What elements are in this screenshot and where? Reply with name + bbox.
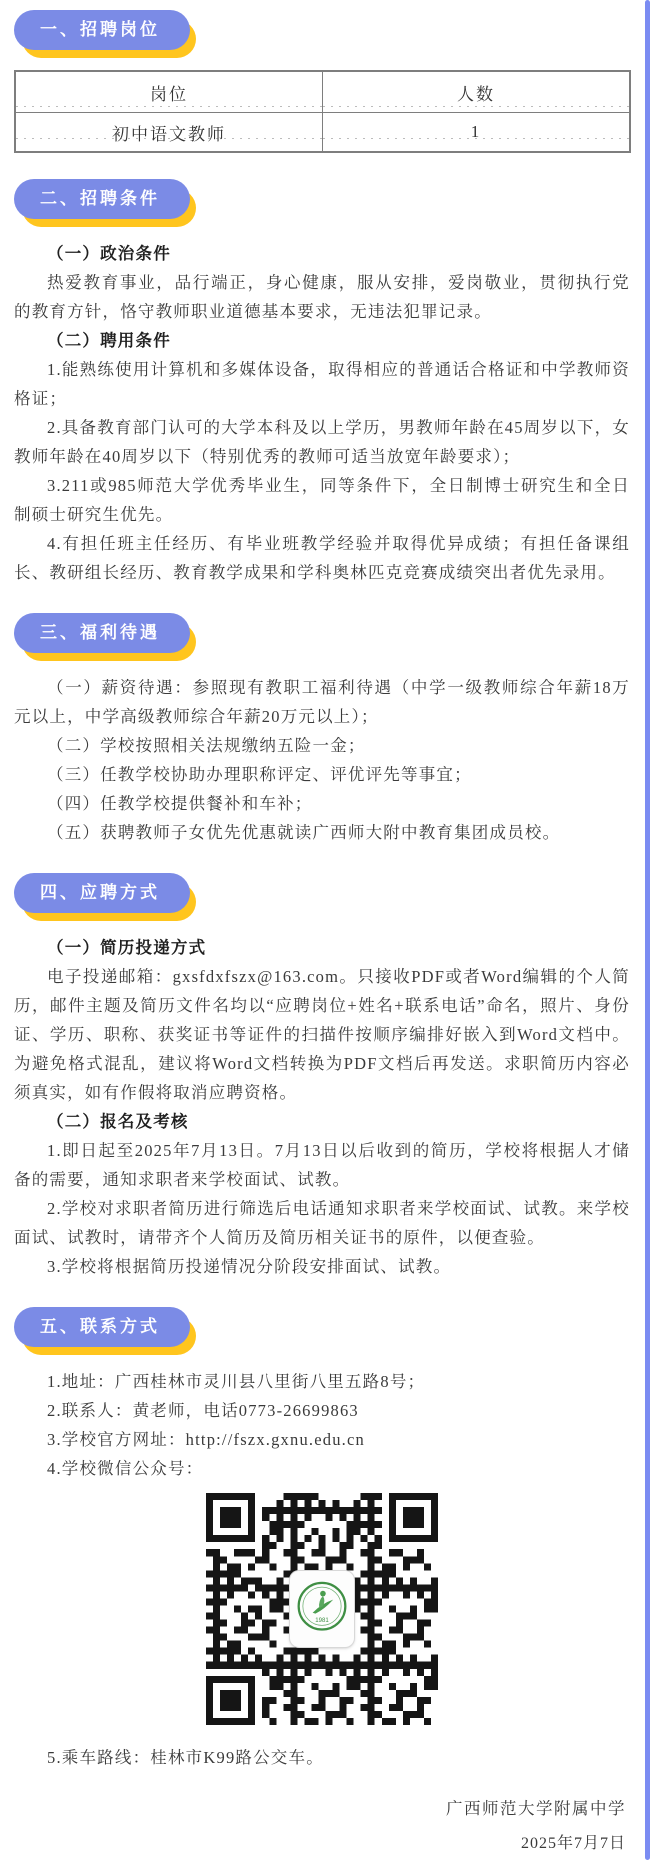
contact-website: 3.学校官方网址：http://fszx.gxnu.edu.cn (47, 1430, 365, 1449)
signature-date: 2025年7月7日 (520, 1835, 626, 1852)
column-header-position: 岗位 (15, 71, 323, 113)
welfare-item: （五）获聘教师子女优先优惠就读广西师大附中教育集团成员校。 (47, 823, 561, 842)
welfare-item: （二）学校按照相关法规缴纳五险一金； (47, 736, 366, 755)
employment-condition-item: 3.211或985师范大学优秀毕业生，同等条件下，全日制博士研究生和全日制硕士研究生优先。 (14, 476, 630, 524)
subheading-registration-assessment: （二）报名及考核 (47, 1112, 189, 1131)
subheading-employment-conditions: （二）聘用条件 (47, 331, 171, 350)
document-footer (14, 1794, 630, 1859)
scrollbar-thumb[interactable] (645, 0, 650, 1860)
subheading-political-conditions: （一）政治条件 (47, 244, 171, 263)
welfare-item: （三）任教学校协助办理职称评定、评优评先等事宜； (47, 765, 472, 784)
school-logo (290, 1571, 354, 1647)
section-5-badge-label: 五、联系方式 (14, 1307, 190, 1347)
svg-text:1981: 1981 (315, 1618, 329, 1625)
subheading-resume-delivery: （一）简历投递方式 (47, 938, 207, 957)
section-4-badge (14, 873, 630, 913)
welfare-item: （一）薪资待遇：参照现有教职工福利待遇（中学一级教师综合年薪18万元以上，中学高级教师综合年薪20万元以上）； (14, 678, 630, 726)
welfare-item: （四）任教学校提供餐补和车补； (47, 794, 313, 813)
cell-count: 1 (323, 113, 631, 153)
contact-address: 1.地址：广西桂林市灵川县八里街八里五路8号； (47, 1372, 426, 1391)
employment-condition-item: 4.有担任班主任经历、有毕业班教学经验并取得优异成绩；有担任备课组长、教研组长经历、教育教学成果和学科奥林匹克竞赛成绩突出者优先录用。 (14, 534, 630, 582)
contact-person: 2.联系人：黄老师，电话0773-26699863 (47, 1401, 359, 1420)
bus-route: 5.乘车路线：桂林市K99路公交车。 (47, 1748, 324, 1767)
school-emblem-icon (294, 1575, 350, 1643)
section-3-badge-label: 三、福利待遇 (14, 613, 190, 653)
wechat-qr-code (202, 1489, 442, 1729)
section-2-badge (14, 179, 630, 219)
section-5-badge (14, 1307, 630, 1347)
section-2-badge-label: 二、招聘条件 (14, 179, 190, 219)
section-3-badge (14, 613, 630, 653)
registration-item: 1.即日起至2025年7月13日。7月13日以后收到的简历，学校将根据人才储备的需要，通知求职者来学校面试、试教。 (14, 1141, 630, 1189)
section-4-badge-label: 四、应聘方式 (14, 873, 190, 913)
employment-condition-item: 1.能熟练使用计算机和多媒体设备，取得相应的普通话合格证和中学教师资格证； (14, 360, 630, 408)
paragraph-resume-delivery: 电子投递邮箱：gxsfdxfszx@163.com。只接收PDF或者Word编辑的个人简历，邮件主题及简历文件名均以“应聘岗位+姓名+联系电话”命名，照片、身份证、学历、职称、获奖证书等证件的扫描件按顺序编排好嵌入到Word文档中。为避免格式混乱，建议将Word文档转换为PDF文档后再发送。求职简历内容必须真实，如有作假将取消应聘资格。 (14, 967, 630, 1102)
section-1-badge (14, 10, 630, 50)
table-row (15, 113, 630, 153)
paragraph-political-conditions: 热爱教育事业，品行端正，身心健康，服从安排，爱岗敬业，贯彻执行党的教育方针，恪守教师职业道德基本要求，无违法犯罪记录。 (14, 273, 630, 321)
registration-item: 3.学校将根据简历投递情况分阶段安排面试、试教。 (47, 1257, 452, 1276)
contact-wechat-label: 4.学校微信公众号： (47, 1459, 204, 1478)
column-header-count: 人数 (323, 71, 631, 113)
employment-condition-item: 2.具备教育部门认可的大学本科及以上学历，男教师年龄在45周岁以下，女教师年龄在40周岁以下（特别优秀的教师可适当放宽年龄要求）； (14, 418, 630, 466)
positions-table (14, 70, 631, 153)
registration-item: 2.学校对求职者简历进行筛选后电话通知求职者来学校面试、试教。来学校面试、试教时，请带齐个人简历及简历相关证书的原件，以便查验。 (14, 1199, 630, 1247)
section-1-badge-label: 一、招聘岗位 (14, 10, 190, 50)
table-header-row (15, 71, 630, 113)
signature-school-name: 广西师范大学附属中学 (446, 1799, 626, 1818)
cell-position: 初中语文教师 (15, 113, 323, 153)
